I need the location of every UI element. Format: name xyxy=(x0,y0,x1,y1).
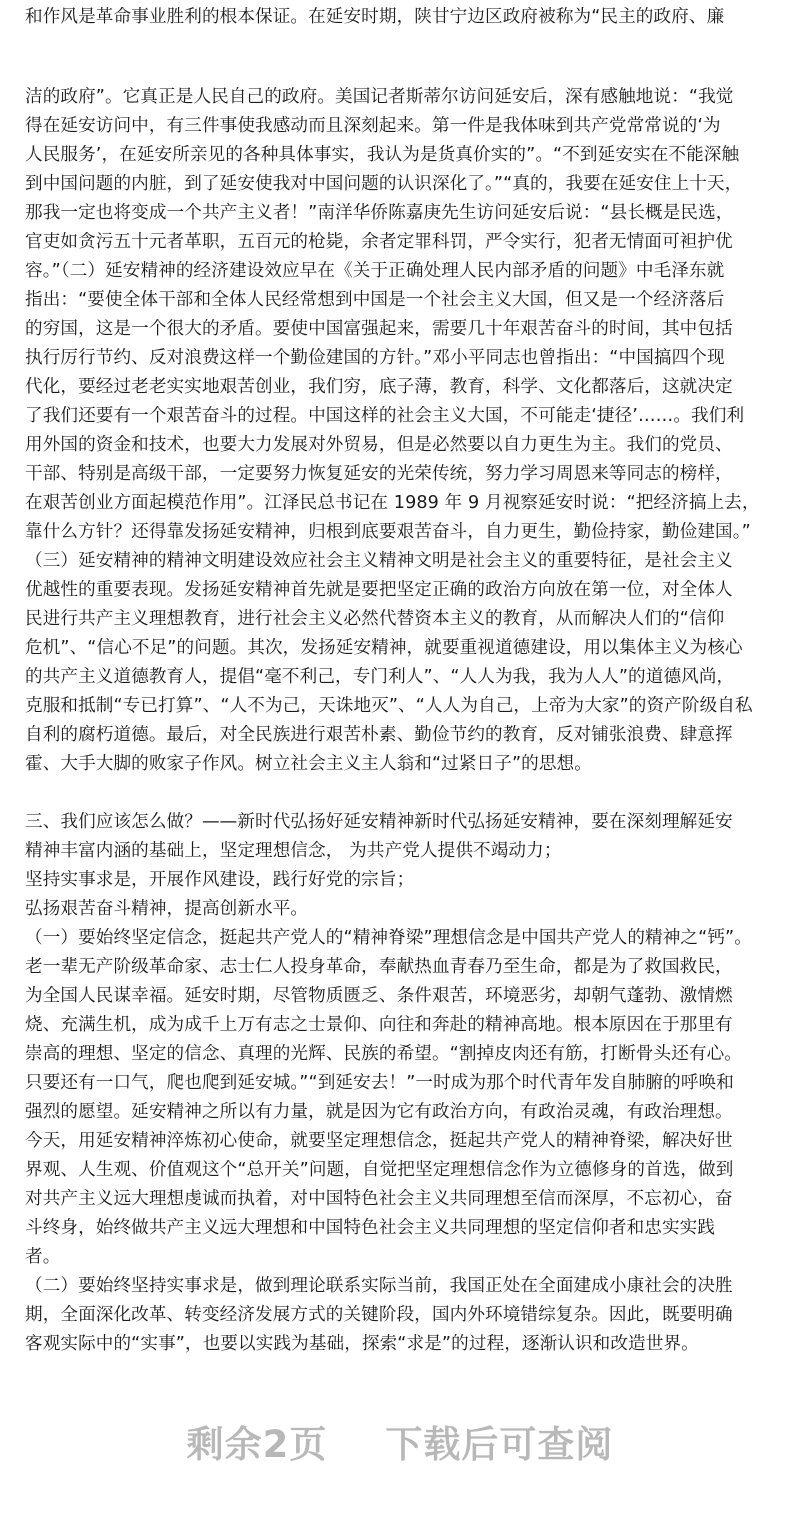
text-line: 斗终身，始终做共产主义远大理想和中国特色社会主义共同理想的坚定信仰者和忠实实践 xyxy=(25,1218,716,1238)
text-line: 精神丰富内涵的基础上，坚定理想信念， 为共产党人提供不竭动力； xyxy=(25,841,562,861)
text-line: 弘扬艰苦奋斗精神，提高创新水平。 xyxy=(25,899,309,919)
text-line: 洁的政府”。它真正是人民自己的政府。美国记者斯蒂尔访问延安后，深有感触地说：“我觉 xyxy=(25,87,734,107)
text-line: 到中国问题的内脏，到了延安使我对中国问题的认识深化了。”“真的，我要在延安住上十天， xyxy=(25,174,743,194)
text-line: 强烈的愿望。延安精神之所以有力量，就是因为它有政治方向，有政治灵魂，有政治理想。 xyxy=(25,1102,733,1122)
download-hint-label: 下载后可查阅 xyxy=(385,1423,614,1466)
text-line: 期，全面深化改革、转变经济发展方式的关键阶段，国内外环境错综复杂。因此，既要明确 xyxy=(25,1305,733,1325)
text-line: 得在延安访问中，有三件事使我感动而且深刻起来。第一件是我体味到共产党常常说的‘为 xyxy=(25,116,721,136)
text-line: 在艰苦创业方面起模范作用”。江泽民总书记在 1989 年 9 月视察延安时说：“把经济搞上去， xyxy=(25,493,760,513)
text-line: 的穷国，这是一个很大的矛盾。要使中国富强起来，需要几十年艰苦奋斗的时间，其中包括 xyxy=(25,319,733,339)
text-line: 容。”（二）延安精神的经济建设效应早在《关于正确处理人民内部矛盾的问题》中毛泽东就 xyxy=(25,261,725,281)
text-line: （一）要始终坚定信念，挺起共产党人的“精神脊梁”理想信念是中国共产党人的精神之“钙”。 xyxy=(25,928,752,948)
text-line: 民进行共产主义理想教育，进行社会主义必然代替资本主义的教育，从而解决人们的“信仰 xyxy=(25,609,725,629)
text-line: 危机”、“信心不足”的问题。其次，发扬延安精神，就要重视道德建设，用以集体主义为核心 xyxy=(25,638,743,658)
text-line: 代化，要经过老老实实地艰苦创业，我们穷，底子薄，教育，科学、文化都落后，这就决定 xyxy=(25,377,733,397)
text-line: 霍、大手大脚的败家子作风。树立社会主义主人翁和“过紧日子”的思想。 xyxy=(25,754,592,774)
section-heading: 三、我们应该怎么做？——新时代弘扬好延安精神新时代弘扬延安精神，要在深刻理解延安 xyxy=(25,812,733,832)
text-line: 了我们还要有一个艰苦奋斗的过程。中国这样的社会主义大国，不可能走‘捷径’……。我们利 xyxy=(25,406,745,426)
text-line: 克服和抵制“专已打算”、“人不为己，天诛地灭”、“人人为自己，上帝为大家”的资产阶级自私 xyxy=(25,696,753,716)
text-line: 自利的腐朽道德。最后，对全民族进行艰苦朴素、勤俭节约的教育，反对铺张浪费、肆意挥 xyxy=(25,725,733,745)
text-line: （三）延安精神的精神文明建设效应社会主义精神文明是社会主义的重要特征，是社会主义 xyxy=(25,551,733,571)
text-line: 老一辈无产阶级革命家、志士仁人投身革命，奉献热血青春乃至生命，都是为了救国救民， xyxy=(25,957,733,977)
text-line: 靠什么方针？还得靠发扬延安精神，归根到底要艰苦奋斗，自力更生，勤俭持家，勤俭建国。” xyxy=(25,522,751,542)
text-line: 为全国人民谋幸福。延安时期，尽管物质匮乏、条件艰苦，环境恶劣，却朝气蓬勃、激情燃 xyxy=(25,986,733,1006)
text-line: 的共产主义道德教育人，提倡“毫不利己，专门利人”、“人人为我，我为人人”的道德风尚， xyxy=(25,667,735,687)
text-line: 只要还有一口气，爬也爬到延安城。”“到延安去！”一时成为那个时代青年发自肺腑的呼唤和 xyxy=(25,1073,734,1093)
text-line: 坚持实事求是，开展作风建设，践行好党的宗旨； xyxy=(25,870,415,890)
text-line: 那我一定也将变成一个共产主义者！”南洋华侨陈嘉庚先生访问延安后说：“县长概是民选， xyxy=(25,203,734,223)
text-line: 者。 xyxy=(25,1247,61,1267)
text-line: 客观实际中的“实事”，也要以实践为基础，探索“求是”的过程，逐渐认识和改造世界。 xyxy=(25,1334,699,1354)
text-line: 官吏如贪污五十元者革职，五百元的枪毙，余者定罪科罚，严令实行，犯者无情面可袒护优 xyxy=(25,232,733,252)
text-line: 崇高的理想、坚定的信念、真理的光辉、民族的希望。“割掉皮肉还有筋，打断骨头还有心。 xyxy=(25,1044,742,1064)
text-line: 今天，用延安精神淬炼初心使命，就要坚定理想信念，挺起共产党人的精神脊梁，解决好世 xyxy=(25,1131,733,1151)
text-line: （二）要始终坚持实事求是，做到理论联系实际当前，我国正处在全面建成小康社会的决胜 xyxy=(25,1276,733,1296)
text-line: 用外国的资金和技术，也要大力发展对外贸易，但是必然要以自力更生为主。我们的党员、 xyxy=(25,435,733,455)
text-line: 界观、人生观、价值观这个“总开关”问题，自觉把坚定理想信念作为立德修身的首选，做到 xyxy=(25,1160,734,1180)
text-line: 烧、充满生机，成为成千上万有志之士景仰、向往和奔赴的精神高地。根本原因在于那里有 xyxy=(25,1015,733,1035)
text-line: 指出：“要使全体干部和全体人民经常想到中国是一个社会主义大国，但又是一个经济落后 xyxy=(25,290,725,310)
text-line: 执行厉行节约、反对浪费这样一个勤俭建国的方针。”邓小平同志也曾指出：“中国搞四个现 xyxy=(25,348,725,368)
text-line: 对共产主义远大理想虔诚而执着，对中国特色社会主义共同理想至信而深厚，不忘初心，奋 xyxy=(25,1189,733,1209)
text-line: 和作风是革命事业胜利的根本保证。在延安时期，陕甘宁边区政府被称为“民主的政府、廉 xyxy=(25,7,725,27)
text-line: 干部、特别是高级干部，一定要努力恢复延安的光荣传统，努力学习周恩来等同志的榜样， xyxy=(25,464,733,484)
text-line: 人民服务’，在延安所亲见的各种具体事实，我认为是货真价实的”。“不到延安实在不能深触 xyxy=(25,145,740,165)
remaining-pages-label: 剩余2页 xyxy=(186,1423,328,1466)
text-line: 优越性的重要表现。发扬延安精神首先就是要把坚定正确的政治方向放在第一位，对全体人 xyxy=(25,580,733,600)
download-prompt[interactable] xyxy=(0,1414,800,1468)
